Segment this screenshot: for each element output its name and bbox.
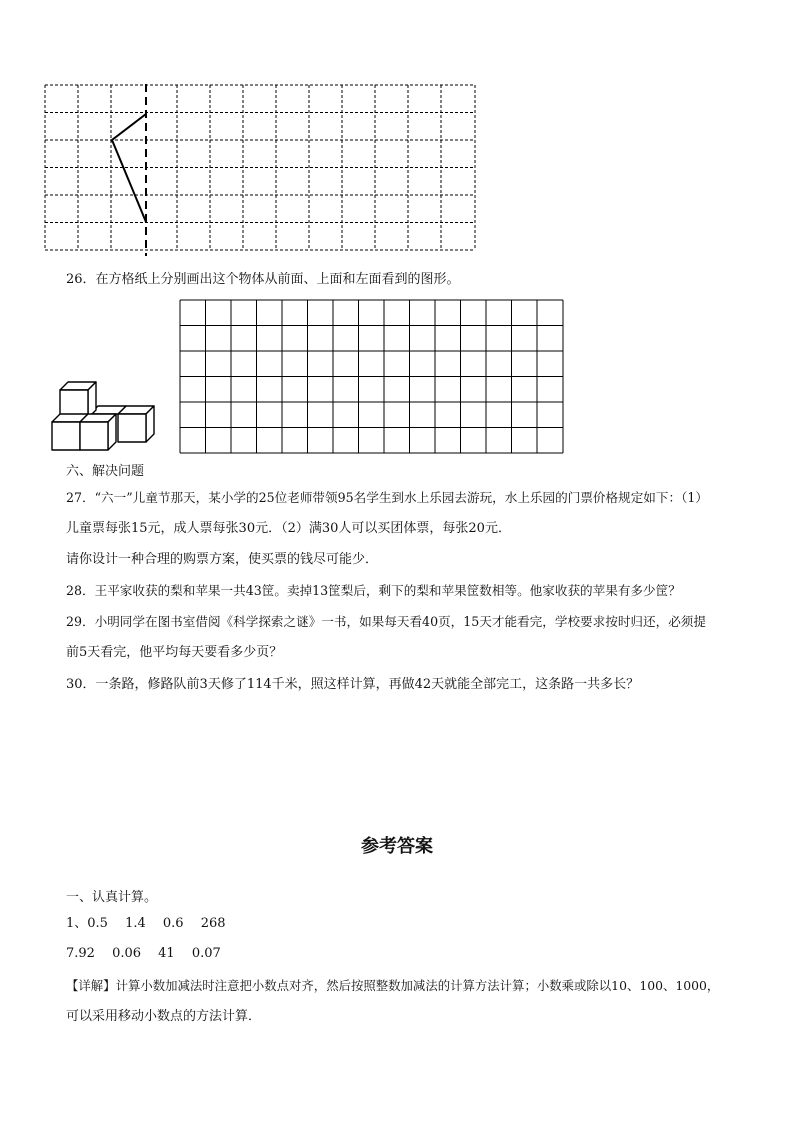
- q29-line1: 29．小明同学在图书室借阅《科学探索之谜》一书，如果每天看40页，15天才能看完，学校要求按时归还，必须提: [66, 614, 706, 629]
- answers-title: 参考答案: [361, 836, 433, 857]
- grid-lines: [45, 85, 475, 250]
- answers-section1: 一、认真计算。: [66, 890, 158, 905]
- q28-text: 28．王平家收获的梨和苹果一共43筐。卖掉13筐梨后，剩下的梨和苹果筐数相等。他家收获的苹果有多少筐？: [66, 583, 681, 598]
- answers-detail-line2: 可以采用移动小数点的方法计算．: [66, 1009, 262, 1024]
- q27-line2: 儿童票每张15元，成人票每张30元．（2）满30人可以买团体票，每张20元．: [66, 521, 511, 536]
- detail-text: 计算小数加减法时注意把小数点对齐，然后按照整数加减法的计算方法计算；小数乘或除以10、100、1000，: [115, 978, 720, 993]
- q29-line2: 前5天看完，他平均每天要看多少页？: [66, 645, 283, 660]
- q27-line3: 请你设计一种合理的购票方案，使买票的钱尽可能少．: [66, 552, 379, 567]
- answers-row2: 7.92 0.06 41 0.07: [66, 946, 221, 961]
- answers-row1: 1、0.5 1.4 0.6 268: [66, 916, 226, 931]
- grid-lines: [180, 300, 563, 453]
- symmetry-grid-figure: [44, 84, 478, 256]
- answers-detail-line1: [66, 978, 719, 994]
- section6-heading: 六、解决问题: [66, 464, 145, 479]
- q27-line1: 27．“六一”儿童节那天，某小学的25位老师带领95名学生到水上乐园去游玩，水上乐园的门票价格规定如下：（1）: [66, 490, 708, 505]
- cube-stack-figure: [44, 378, 160, 456]
- q26-text: 26．在方格纸上分别画出这个物体从前面、上面和左面看到的图形。: [66, 272, 460, 287]
- q26-answer-grid: [179, 299, 565, 458]
- detail-label: 【详解】: [66, 978, 116, 993]
- q30-text: 30．一条路，修路队前3天修了114千米，照这样计算，再做42天就能全部完工，这条路一共多长？: [66, 677, 640, 692]
